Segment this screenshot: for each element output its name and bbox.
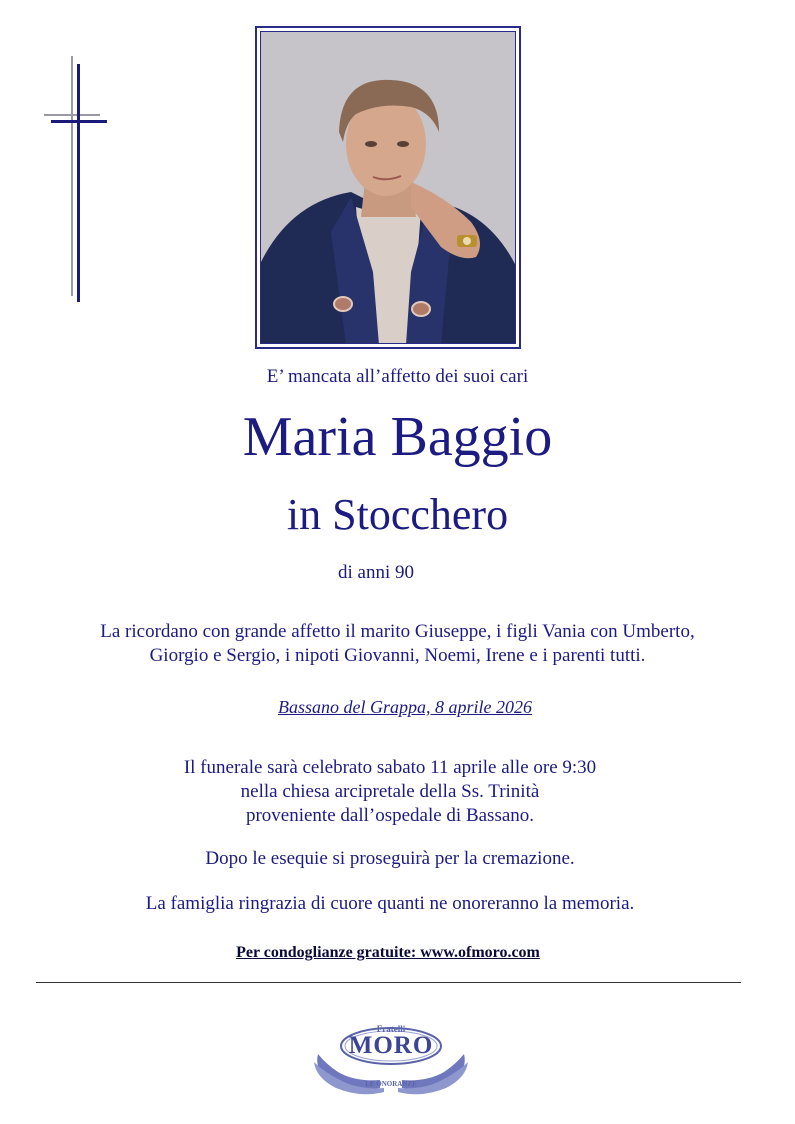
portrait-photo <box>260 31 516 344</box>
place-date: Bassano del Grappa, 8 aprile 2026 <box>278 697 532 717</box>
funeral-info <box>0 756 780 828</box>
thanks-note: La famiglia ringrazia di cuore quanti ne onoreranno la memoria. <box>145 893 635 914</box>
cross-horizontal-shadow <box>44 114 100 116</box>
funeral-line: nella chiesa arcipretale della Ss. Trinità <box>240 781 540 802</box>
logo-bottom-text: LE ONORANZE <box>365 1080 417 1088</box>
cross-vertical-bar <box>77 64 80 302</box>
portrait-illustration <box>261 32 516 344</box>
married-name: in Stocchero <box>286 490 509 539</box>
remembered-by-text <box>30 620 765 668</box>
intro-text: E’ mancata all’affetto dei suoi cari <box>266 366 529 387</box>
logo-top-text: Fratelli <box>376 1024 406 1034</box>
logo-main-text: MORO <box>348 1032 434 1059</box>
deceased-name: Maria Baggio <box>242 406 553 468</box>
cross-vertical-shadow <box>71 56 73 296</box>
condolences-link[interactable]: Per condoglianze gratuite: www.ofmoro.com <box>236 944 540 961</box>
cremation-note: Dopo le esequie si proseguirà per la cremazione. <box>205 848 575 869</box>
divider <box>36 982 741 983</box>
portrait-frame <box>255 26 521 349</box>
remembered-by-line: La ricordano con grande affetto il marito Giuseppe, i figli Vania con Umberto, <box>100 621 695 642</box>
funeral-home-logo <box>310 1018 472 1100</box>
funeral-line: proveniente dall’ospedale di Bassano. <box>245 805 535 826</box>
remembered-by-line: Giorgio e Sergio, i nipoti Giovanni, Noemi, Irene e i parenti tutti. <box>149 645 646 666</box>
cross-horizontal-bar <box>51 120 107 123</box>
funeral-line: Il funerale sarà celebrato sabato 11 aprile alle ore 9:30 <box>183 757 597 778</box>
age-text: di anni 90 <box>338 562 414 583</box>
